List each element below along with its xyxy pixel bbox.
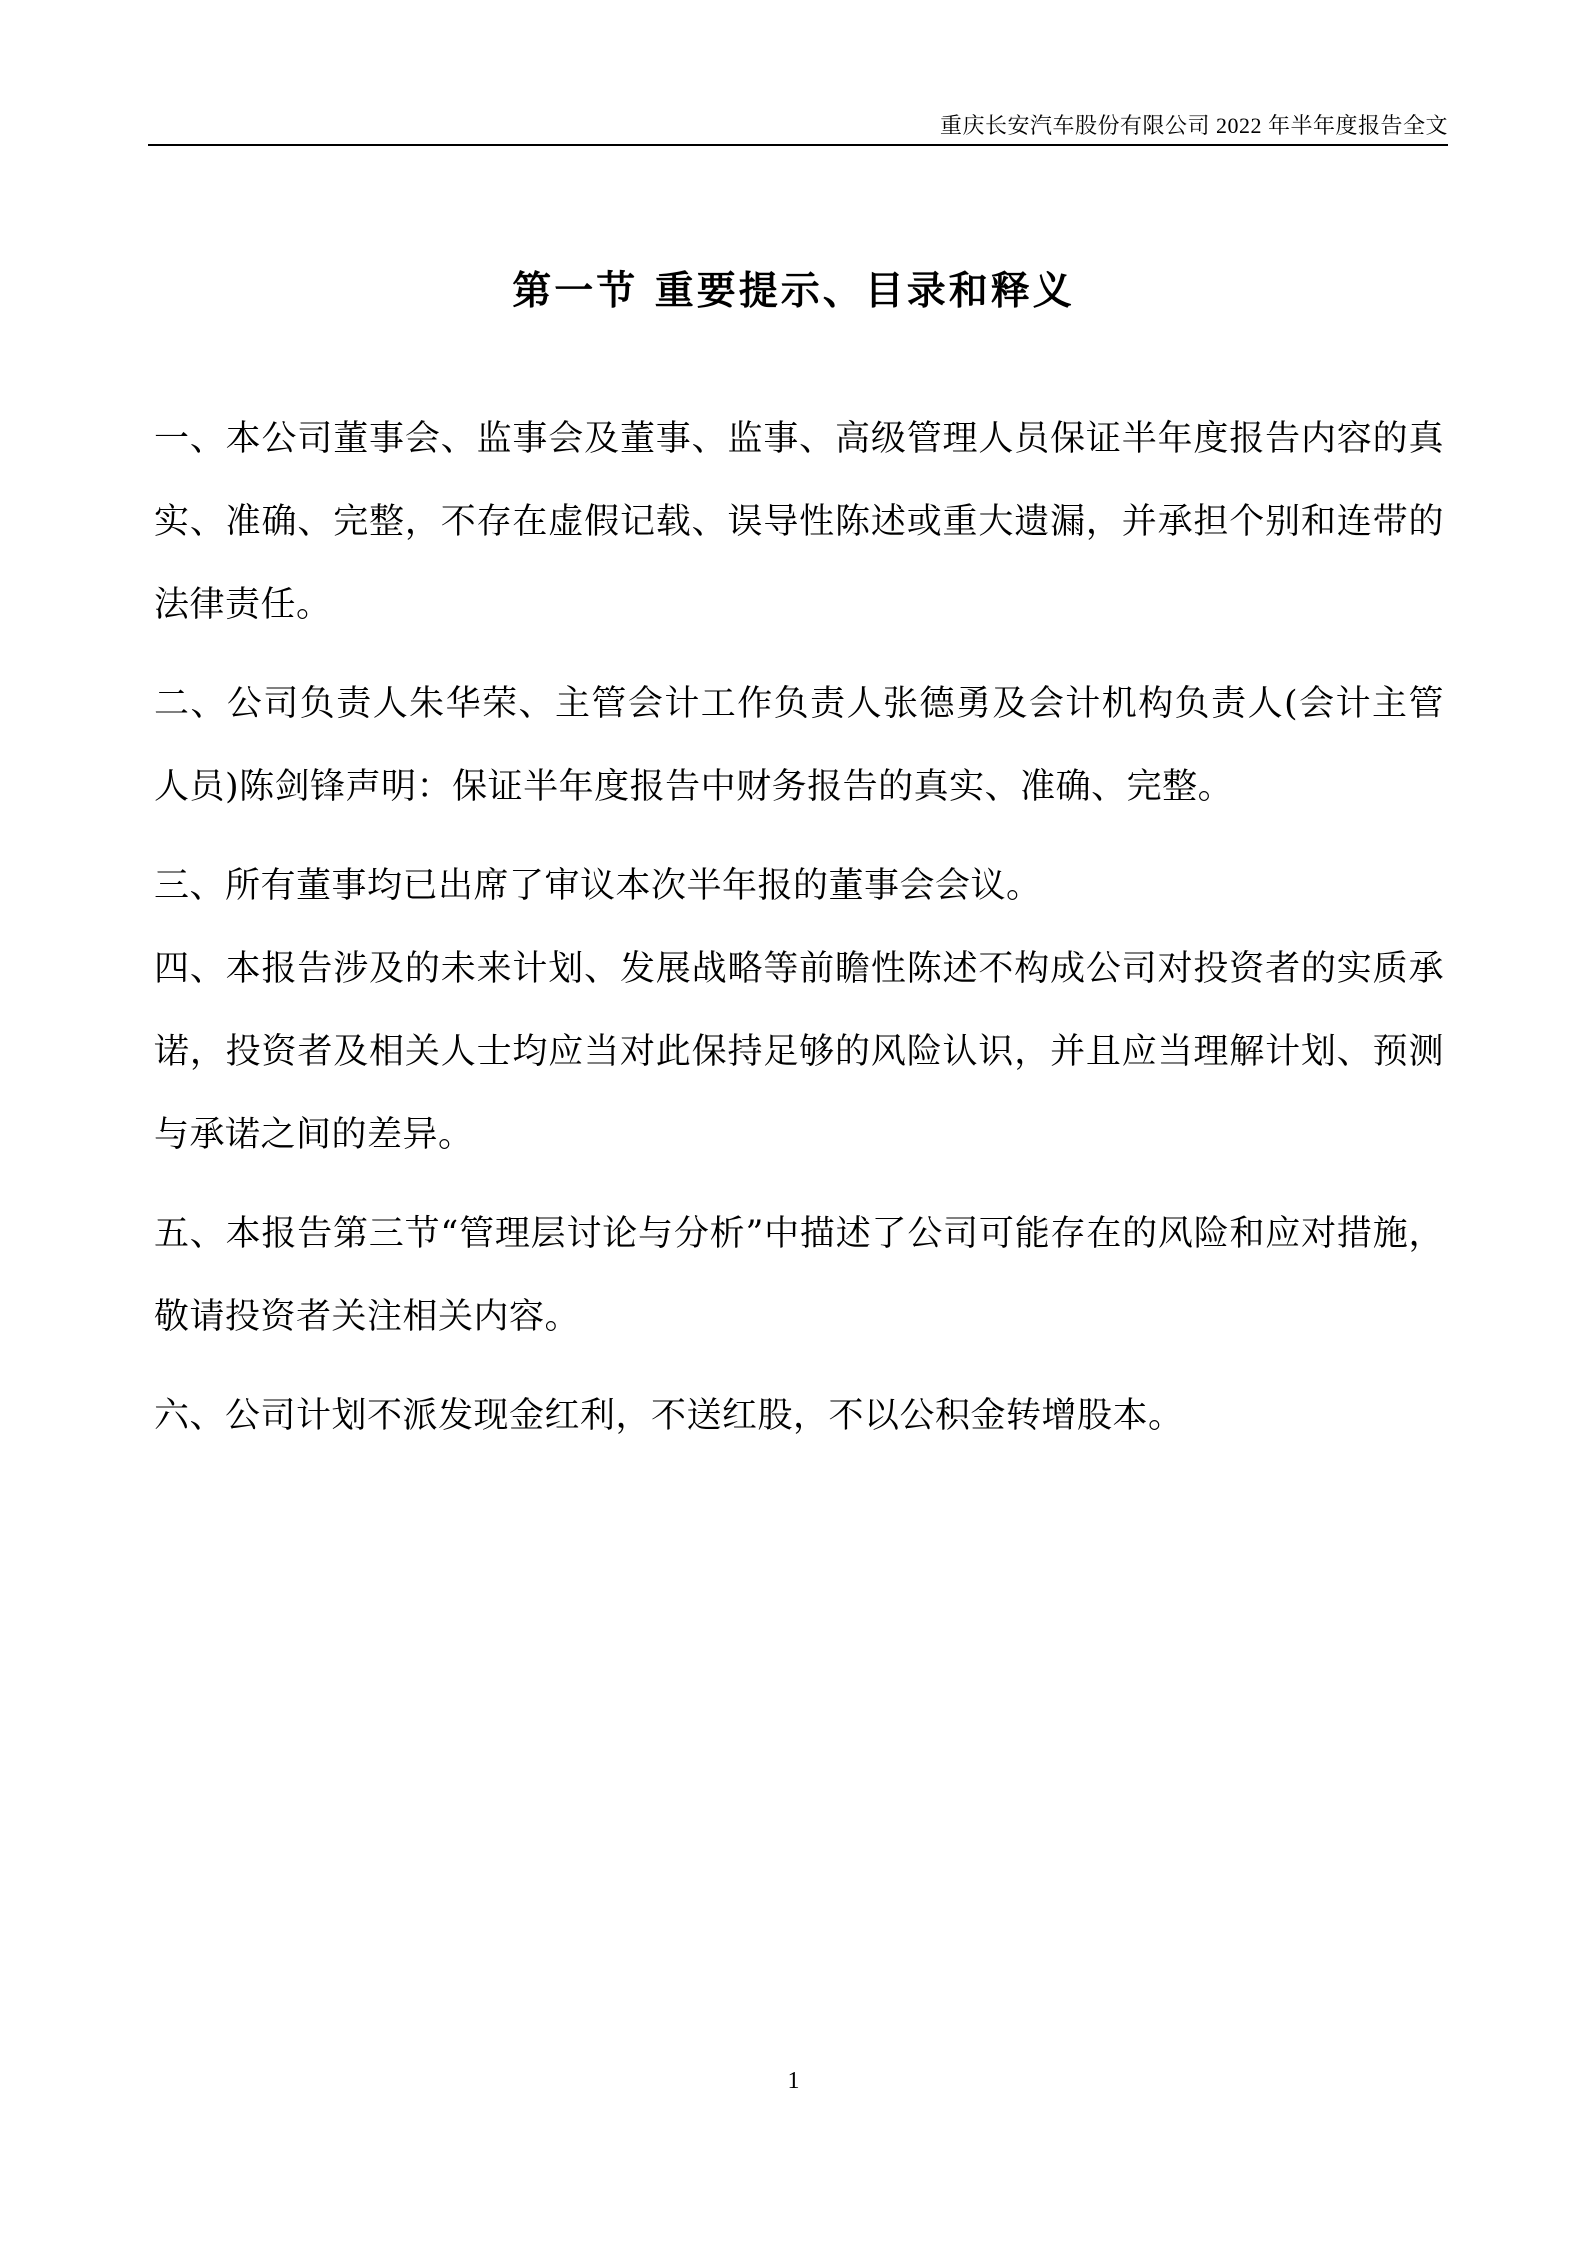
notice-paragraph-5: 五、本报告第三节“管理层讨论与分析”中描述了公司可能存在的风险和应对措施，敬请投资者关注相关内容。 xyxy=(154,1214,1444,1337)
page-number: 1 xyxy=(787,2068,800,2094)
notice-paragraph-2: 二、公司负责人朱华荣、主管会计工作负责人张德勇及会计机构负责人(会计主管人员)陈剑锋声明：保证半年度报告中财务报告的真实、准确、完整。 xyxy=(154,684,1444,807)
notice-paragraph-3: 三、所有董事均已出席了审议本次半年报的董事会会议。 xyxy=(154,866,1042,906)
notice-paragraph-6: 六、公司计划不派发现金红利，不送红股，不以公积金转增股本。 xyxy=(154,1396,1184,1436)
notice-body xyxy=(154,398,1444,1458)
notice-paragraph-4: 四、本报告涉及的未来计划、发展战略等前瞻性陈述不构成公司对投资者的实质承诺，投资者及相关人士均应当对此保持足够的风险认识，并且应当理解计划、预测与承诺之间的差异。 xyxy=(154,949,1444,1155)
notice-paragraph-1: 一、本公司董事会、监事会及董事、监事、高级管理人员保证半年度报告内容的真实、准确、完整，不存在虚假记载、误导性陈述或重大遗漏，并承担个别和连带的法律责任。 xyxy=(154,419,1444,625)
section-title: 第一节 重要提示、目录和释义 xyxy=(512,268,1075,314)
header-title: 重庆长安汽车股份有限公司 2022 年半年度报告全文 xyxy=(939,113,1448,138)
page-header xyxy=(148,110,1448,146)
